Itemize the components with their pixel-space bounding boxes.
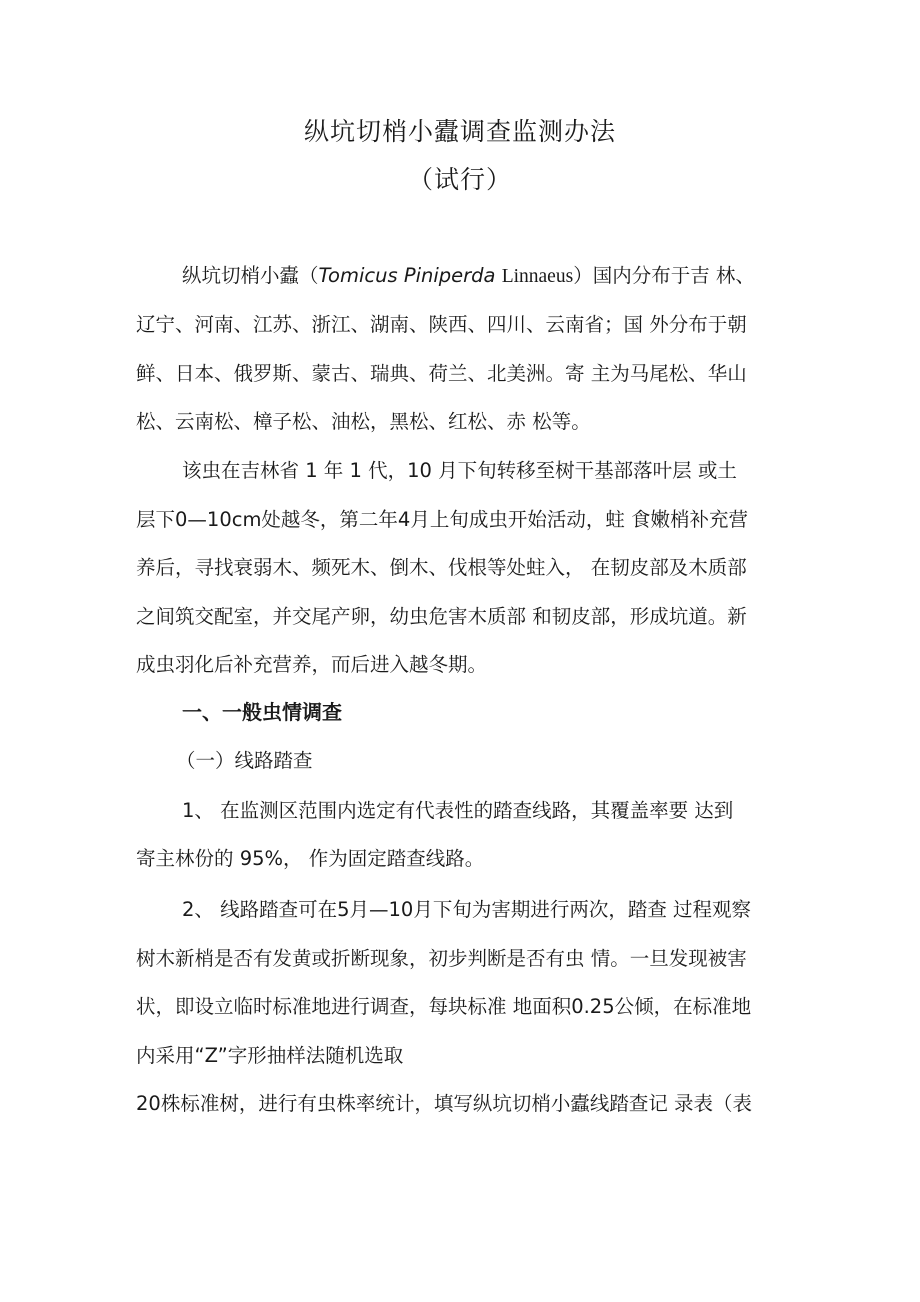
intro-line-3: 鲜、日本、俄罗斯、蒙古、瑞典、荷兰、北美洲。寄 主为马尾松、华山: [136, 362, 747, 385]
biology-line-5: 成虫羽化后补充营养，而后进入越冬期。: [136, 653, 488, 676]
intro-line-1-pre: 纵坑切梢小蠹（: [182, 264, 319, 287]
species-author: Linnaeus: [501, 266, 574, 287]
item2-line-3: 状，即设立临时标准地进行调查，每块标准 地面积0.25公倾，在标准地: [136, 995, 752, 1018]
biology-line-3: 养后，寻找衰弱木、频死木、倒木、伐根等处蛀入， 在韧皮部及木质部: [136, 556, 747, 579]
section-heading: 一、一般虫情调查: [182, 700, 342, 724]
intro-line-1-post: ）国内分布于吉 林、: [573, 264, 755, 287]
subsection-heading: （一）线路踏查: [176, 749, 313, 772]
intro-line-1: [182, 263, 755, 290]
biology-line-1: 该虫在吉林省 1 年 1 代，10 月下旬转移至树干基部落叶层 或土: [182, 459, 737, 482]
item1-line-1: 1、 在监测区范围内选定有代表性的踏查线路，其覆盖率要 达到: [182, 799, 734, 822]
biology-line-4: 之间筑交配室，并交尾产卵，幼虫危害木质部 和韧皮部，形成坑道。新: [136, 605, 747, 628]
intro-line-2: 辽宁、河南、江苏、浙江、湖南、陕西、四川、云南省；国 外分布于朝: [136, 313, 747, 336]
item1-line-2: 寄主林份的 95%， 作为固定踏查线路。: [136, 847, 485, 870]
biology-line-2: 层下0—10cm处越冬，第二年4月上旬成虫开始活动，蛀 食嫩梢补充营: [136, 508, 749, 531]
document-title: 纵坑切梢小蠹调查监测办法: [303, 117, 616, 146]
document-subtitle: （试行）: [407, 165, 512, 194]
item2-line-4: 内采用“Z”字形抽样法随机选取: [136, 1044, 404, 1067]
species-genus: Tomicus: [318, 264, 398, 287]
species-epithet: Piniperda: [403, 264, 496, 287]
item2-line-1: 2、 线路踏查可在5月—10月下旬为害期进行两次，踏查 过程观察: [182, 898, 752, 921]
item2-line-2: 树木新梢是否有发黄或折断现象，初步判断是否有虫 情。一旦发现被害: [136, 947, 747, 970]
item2-line-5: 20株标准树，进行有虫株率统计，填写纵坑切梢小蠹线踏查记 录表（表: [136, 1092, 753, 1115]
intro-line-4: 松、云南松、樟子松、油松，黑松、红松、赤 松等。: [136, 410, 591, 433]
